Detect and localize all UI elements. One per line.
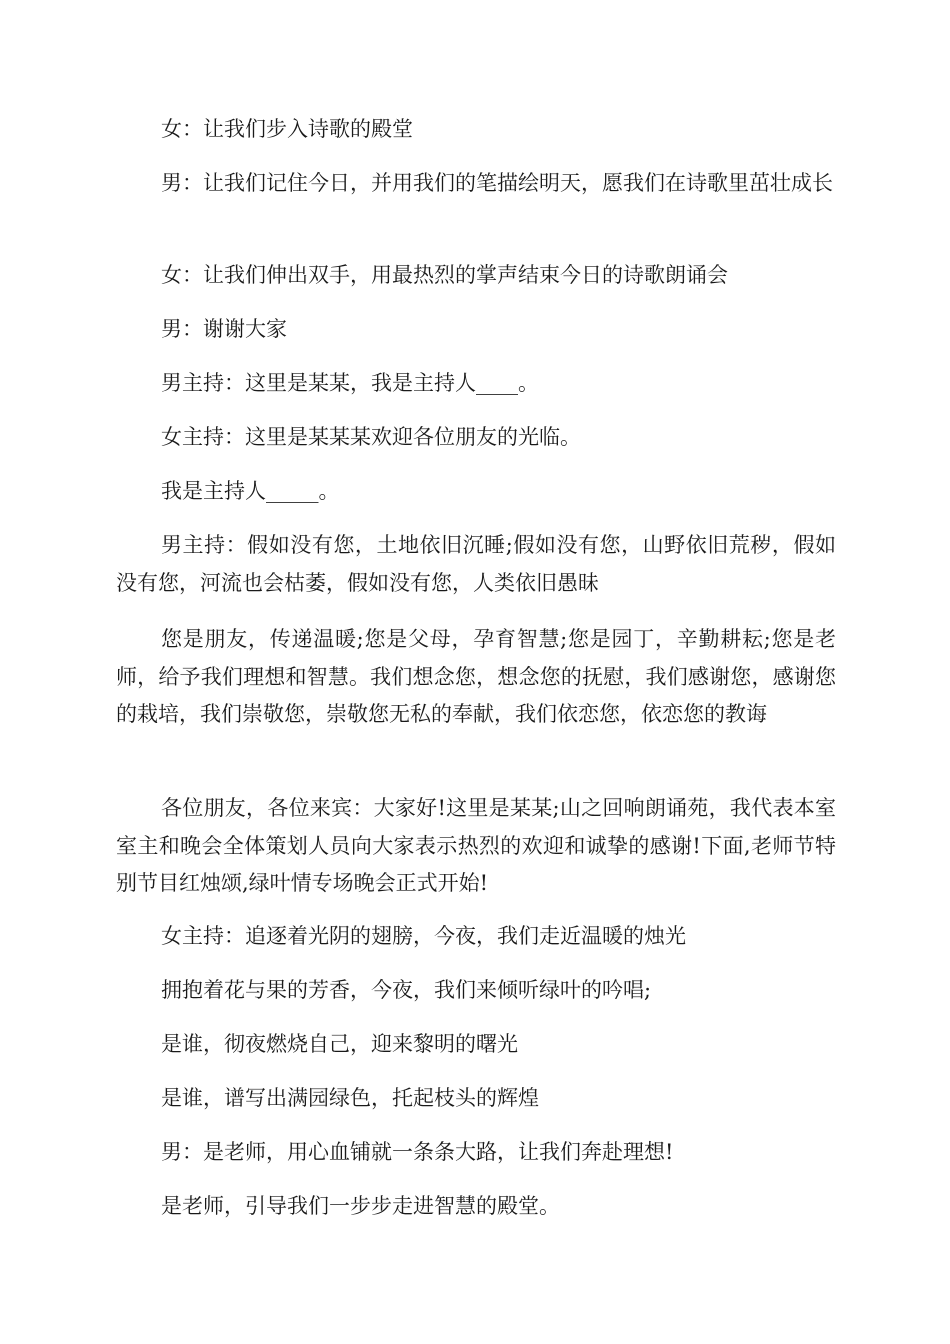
- paragraph: 拥抱着花与果的芳香，今夜，我们来倾听绿叶的吟唱;: [161, 978, 652, 1002]
- paragraph: 女主持：这里是某某某欢迎各位朋友的光临。: [161, 425, 581, 449]
- paragraph: 各位朋友，各位来宾：大家好!这里是某某;山之回响朗诵苑，我代表本室室主和晚会全体策划人员向大家表示热烈的欢迎和诚挚的感谢!下面,老师节特别节目红烛颂,绿叶情专场晚会正式开始!: [116, 796, 836, 895]
- paragraph: 我是主持人_____。: [161, 479, 340, 503]
- paragraph: 女：让我们步入诗歌的殿堂: [161, 117, 413, 141]
- paragraph: 男：谢谢大家: [161, 317, 287, 341]
- paragraph: 是谁，谱写出满园绿色，托起枝头的辉煌: [161, 1086, 539, 1110]
- paragraph: 是老师，引导我们一步步走进智慧的殿堂。: [161, 1194, 560, 1218]
- paragraph: 女：让我们伸出双手，用最热烈的掌声结束今日的诗歌朗诵会: [161, 263, 728, 287]
- paragraph: 男主持：假如没有您，土地依旧沉睡;假如没有您，山野依旧荒秽，假如没有您，河流也会枯萎，假如没有您，人类依旧愚昧: [116, 533, 836, 595]
- paragraph: 您是朋友，传递温暖;您是父母，孕育智慧;您是园丁，辛勤耕耘;您是老师，给予我们理想和智慧。我们想念您，想念您的抚慰，我们感谢您，感谢您的栽培，我们崇敬您，崇敬您无私的奉献，我们依恋您，依恋您的教诲: [116, 627, 836, 726]
- paragraph: 男：让我们记住今日，并用我们的笔描绘明天，愿我们在诗歌里茁壮成长: [161, 171, 833, 195]
- paragraph: 是谁，彻夜燃烧自己，迎来黎明的曙光: [161, 1032, 518, 1056]
- paragraph: 男：是老师，用心血铺就一条条大路，让我们奔赴理想!: [161, 1140, 674, 1164]
- paragraph: 男主持：这里是某某，我是主持人____。: [161, 371, 539, 395]
- paragraph: 女主持：追逐着光阴的翅膀，今夜，我们走近温暖的烛光: [161, 924, 686, 948]
- document-page: [116, 0, 836, 1344]
